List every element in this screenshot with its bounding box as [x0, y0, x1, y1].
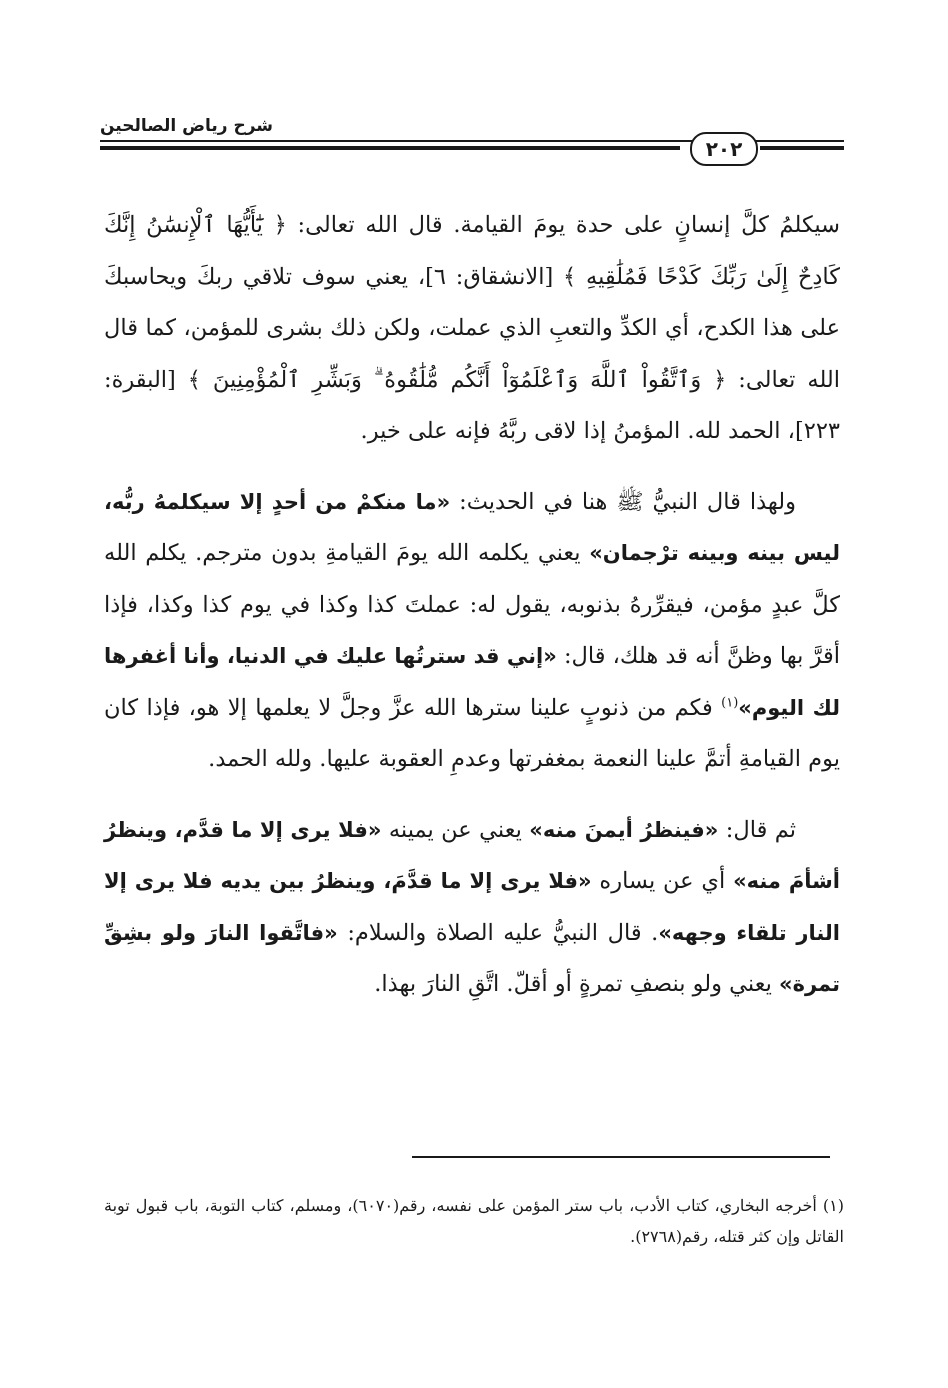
- body-text: [104, 200, 840, 1011]
- hadith-quote-1: «ما منكمْ من أحدٍ إلا سيكلمهُ ربُّه، ليس بينه وبينه ترْجمان»: [104, 489, 840, 565]
- paragraph-3: [104, 805, 840, 1011]
- hadith-quote-6: «فاتَّقوا النارَ ولو بشِقِّ تمرة»: [104, 920, 840, 996]
- p3-text-3: أي عن يساره: [599, 868, 726, 894]
- footnote-separator: [412, 1156, 830, 1158]
- p2-text-3: فكم من ذنوبٍ علينا سترها الله عزَّ وجلَّ لا يعلمها إلا هو، فإذا كان يوم القيامةِ أتمَّ علينا النعمة بمغفرتها وعدمِ العقوبة عليها. ولله الحمد.: [104, 694, 840, 772]
- page-number: ٢٠٢: [690, 132, 758, 166]
- p3-text-5: يعني ولو بنصفِ تمرةٍ أو أقلّ. اتَّقِ النارَ بهذا.: [374, 971, 772, 997]
- hadith-quote-2: «إني قد سترتُها عليك في الدنيا، وأنا أغفرها لك اليوم»: [104, 644, 841, 720]
- p3-text-4: . قال النبيُّ عليه الصلاة والسلام:: [347, 919, 659, 946]
- p3-text-2: يعني عن يمينه: [388, 816, 522, 843]
- header-rule-thick-left: [100, 146, 680, 150]
- footnote-marker: (١): [822, 1196, 844, 1215]
- p1-text-2: [الانشقاق: ٦]، يعني سوف تلاقي ربكَ ويحاسبكَ على هذا الكدح، أي الكدِّ والتعبِ الذي عملت، ولكن ذلك بشرى للمؤمن، كما قال الله تعالى:: [104, 263, 841, 393]
- footnote: [104, 1190, 844, 1252]
- hadith-quote-3: «فينظرُ أيمنَ منه»: [529, 817, 719, 842]
- header-rule-thick-right: [760, 146, 844, 150]
- p1-text-1: سيكلمُ كلَّ إنسانٍ على حدة يومَ القيامة. قال الله تعالى:: [297, 212, 841, 238]
- hadith-quote-4: «فلا يرى إلا ما قدَّم، وينظرُ أشأمَ منه»: [104, 817, 841, 893]
- running-title: شرح رياض الصالحين: [100, 116, 274, 136]
- paragraph-2: [104, 477, 840, 786]
- quran-verse-1: ﴿ يَٰٓأَيُّهَا ٱلْإِنسَٰنُ إِنَّكَ كَادِحٌ إِلَىٰ رَبِّكَ كَدْحًا فَمُلَٰقِيهِ ﴾: [104, 212, 840, 290]
- footnote-text: أخرجه البخاري، كتاب الأدب، باب ستر المؤمن على نفسه، رقم(٦٠٧٠)، ومسلم، كتاب التوبة، باب قبول توبة القاتل وإن كثر قتله، رقم(٢٧٦٨).: [104, 1196, 844, 1246]
- quran-verse-2: ﴿ وَٱتَّقُواْ ٱللَّهَ وَٱعْلَمُوٓاْ أَنَّكُم مُّلَٰقُوهُ ۗ وَبَشِّرِ ٱلْمُؤْمِنِينَ ﴾: [187, 366, 727, 393]
- footnote-reference[interactable]: (١): [721, 695, 739, 710]
- p1-text-3: [البقرة: ٢٢٣]، الحمد لله. المؤمنُ إذا لاقى ربَّهُ فإنه على خير.: [104, 366, 840, 444]
- paragraph-1: [104, 200, 840, 458]
- p2-text-1: ولهذا قال النبيُّ ﷺ هنا في الحديث:: [459, 488, 796, 515]
- p3-text-1: ثم قال:: [725, 816, 797, 843]
- p2-text-2: يعني يكلمه الله يومَ القيامةِ بدون مترجم. يكلم الله كلَّ عبدٍ مؤمن، فيقرِّرهُ بذنوبه، يقول له: عملتَ كذا وكذا في يوم كذا وكذا، فإذا أقرَّ بها وظنَّ أنه قد هلك، قال:: [104, 540, 840, 669]
- hadith-quote-5: «فلا يرى إلا ما قدَّمَ، وينظرُ بين يديه فلا يرى إلا النار تلقاء وجهه»: [104, 869, 840, 945]
